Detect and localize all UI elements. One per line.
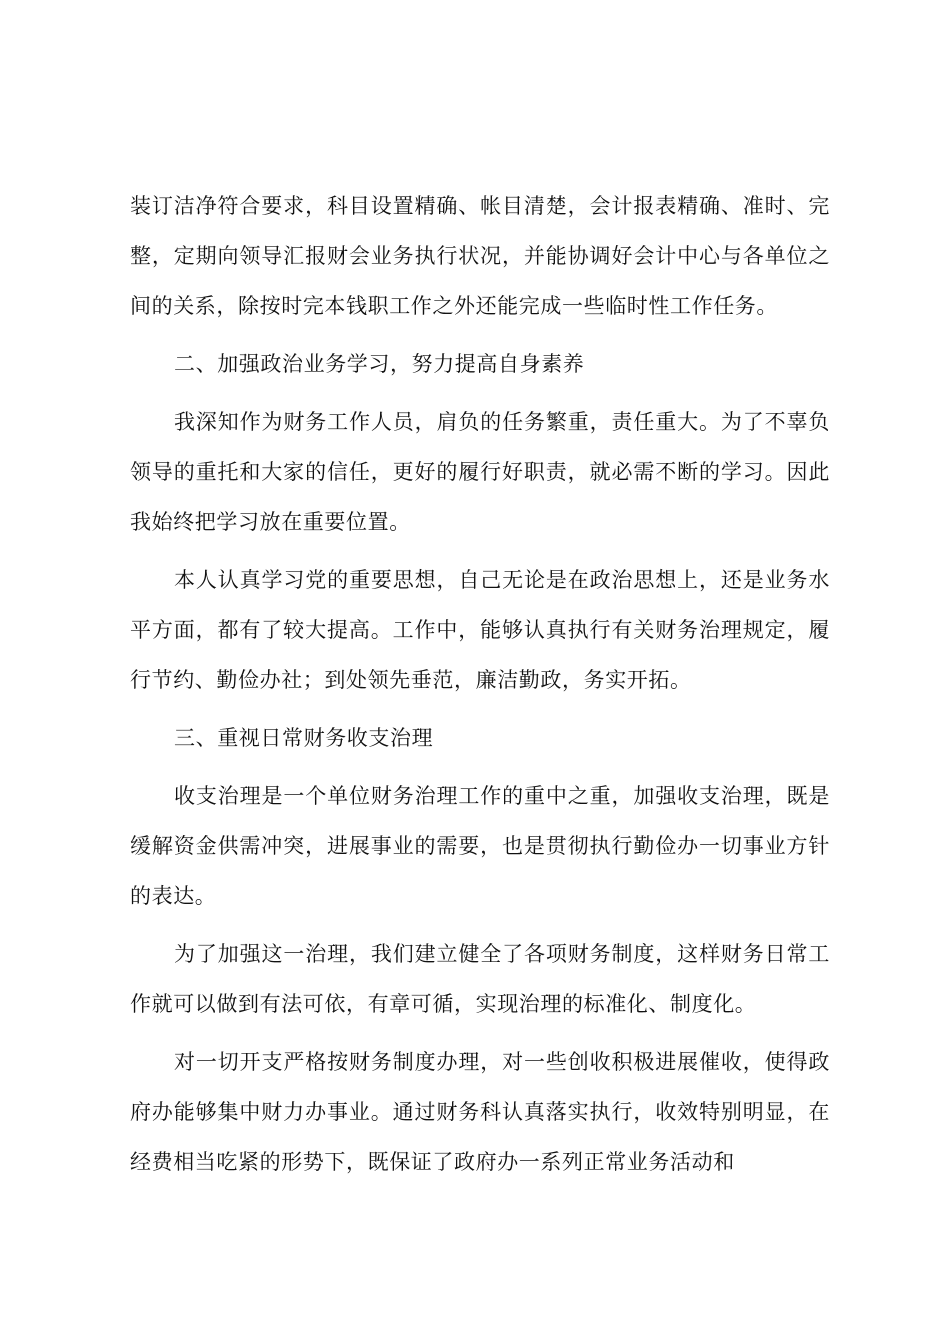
- paragraph: 为了加强这一治理，我们建立健全了各项财务制度，这样财务日常工作就可以做到有法可依，有章可循，实现治理的标准化、制度化。: [130, 942, 830, 1016]
- paragraph-gap: [130, 389, 830, 397]
- paragraph-gap: [130, 921, 830, 929]
- section-heading-3: 三、重视日常财务收支治理: [174, 726, 434, 750]
- paragraph: 收支治理是一个单位财务治理工作的重中之重，加强收支治理，既是缓解资金供需冲突，进展事业的需要，也是贯彻执行勤俭办一切事业方针的表达。: [130, 784, 830, 908]
- paragraph-continued: 装订洁净符合要求，科目设置精确、帐目清楚，会计报表精确、准时、完整，定期向领导汇报财会业务执行状况，并能协调好会计中心与各单位之间的关系，除按时完本钱职工作之外还能完成一些临时性工作任务。: [130, 194, 830, 318]
- paragraph-gap: [130, 331, 830, 339]
- paragraph: 本人认真学习党的重要思想，自己无论是在政治思想上，还是业务水平方面，都有了较大提高。工作中，能够认真执行有关财务治理规定，履行节约、勤俭办社；到处领先垂范，廉洁勤政，务实开拓。: [130, 568, 830, 692]
- paragraph-gap: [130, 1029, 830, 1037]
- paragraph: 我深知作为财务工作人员，肩负的任务繁重，责任重大。为了不辜负领导的重托和大家的信任，更好的履行好职责，就必需不断的学习。因此我始终把学习放在重要位置。: [130, 410, 830, 534]
- paragraph: 对一切开支严格按财务制度办理，对一些创收积极进展催收，使得政府办能够集中财力办事业。通过财务科认真落实执行，收效特别明显，在经费相当吃紧的形势下，既保证了政府办一系列正常业务活动和: [130, 1050, 830, 1174]
- section-heading-2: 二、加强政治业务学习，努力提高自身素养: [174, 352, 585, 376]
- paragraph-gap: [130, 705, 830, 713]
- document-body: [130, 181, 830, 1187]
- paragraph-gap: [130, 547, 830, 555]
- paragraph-gap: [130, 763, 830, 771]
